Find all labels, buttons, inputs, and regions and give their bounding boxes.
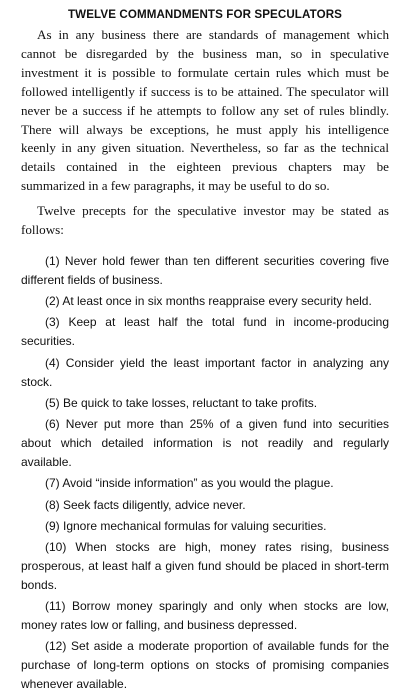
precept-item: (8) Seek facts diligently, advice never. — [45, 497, 246, 512]
precept-item: (10) When stocks are high, money rates rising, business prosperous, at least half a given fund should be placed in short-term bonds. — [21, 540, 389, 592]
document-title: TWELVE COMMANDMENTS FOR SPECULATORS — [67, 8, 343, 21]
precept-item: (1) Never hold fewer than ten different securities covering five different fields of business. — [21, 253, 389, 287]
precept-item: (12) Set aside a moderate proportion of available funds for the purchase of long-term options on stocks of promising companies whenever available. — [21, 639, 389, 692]
precept-item: (7) Avoid “inside information” as you would the plague. — [45, 476, 334, 491]
precept-item: (5) Be quick to take losses, reluctant to take profits. — [45, 395, 318, 410]
precept-item: (9) Ignore mechanical formulas for valuing securities. — [45, 518, 327, 533]
precept-item: (3) Keep at least half the total fund in income-producing securities. — [21, 315, 389, 349]
precept-item: (6) Never put more than 25% of a given fund into securities about which detailed information is not readily and regularly available. — [21, 417, 389, 469]
precepts-lead-paragraph: Twelve precepts for the speculative investor may be stated as follows: — [21, 203, 389, 238]
precept-item: (11) Borrow money sparingly and only when stocks are low, money rates low or falling, and business depressed. — [21, 599, 389, 633]
precepts-list — [21, 252, 389, 694]
precept-item: (2) At least once in six months reappraise every security held. — [45, 294, 372, 309]
intro-paragraph: As in any business there are standards of management which cannot be disregarded by the business man, so in speculative investment it is possible to formulate certain rules which must be followed intelligently if success is to be attained. The speculator will never be a success if he attempts to follow any set of rules blindly. There will always be exceptions, he must apply his intelligence keenly in any given situation. Nevertheless, so far as the technical details contained in the eighteen previous chapters may be summarized in a few paragraphs, it may be useful to do so. — [21, 27, 389, 194]
precept-item: (4) Consider yield the least important factor in analyzing any stock. — [21, 355, 389, 389]
